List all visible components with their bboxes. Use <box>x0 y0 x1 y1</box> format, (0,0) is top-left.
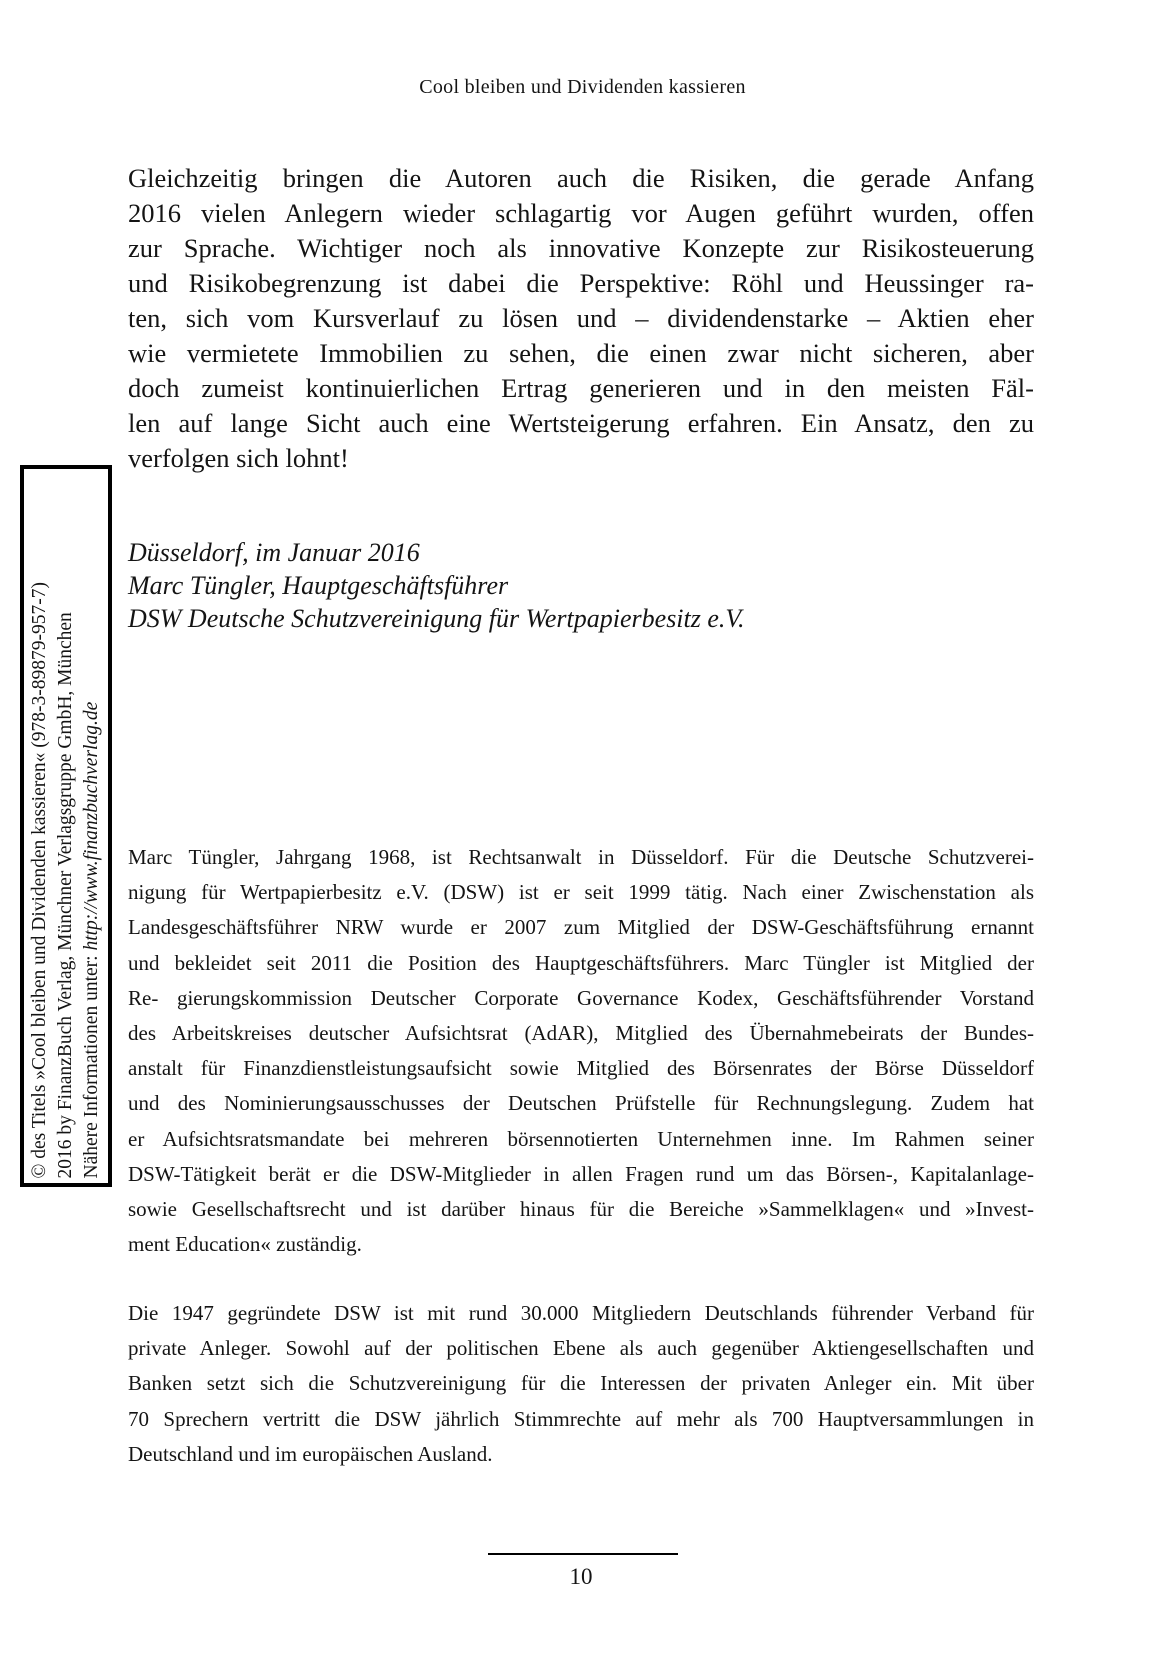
text-line: Marc Tüngler, Hauptgeschäftsführer <box>128 571 509 600</box>
text-line: und des Nominierungsausschusses der Deutschen Prüfstelle für Rechnungslegung. Zudem hat <box>128 1091 1034 1116</box>
publisher-url: http://www.finanzbuchverlag.de <box>81 701 102 951</box>
copyright-sidebar-text <box>27 474 105 1179</box>
text-line: len auf lange Sicht auch eine Wertsteigerung erfahren. Ein Ansatz, den zu <box>128 408 1034 438</box>
running-header: Cool bleiben und Dividenden kassieren <box>419 76 746 98</box>
text-line: und bekleidet seit 2011 die Position des Hauptgeschäftsführers. Marc Tüngler ist Mitglied der <box>128 950 1034 975</box>
text-line: verfolgen sich lohnt! <box>128 443 349 473</box>
text-line: 2016 vielen Anlegern wieder schlagartig vor Augen geführt wurden, offen <box>128 198 1034 228</box>
text-line: zur Sprache. Wichtiger noch als innovative Konzepte zur Risikosteuerung <box>128 233 1034 263</box>
text-line: DSW-Tätigkeit berät er die DSW-Mitglieder in allen Fragen rund um das Börsen-, Kapitalanlage- <box>128 1161 1034 1186</box>
dsw-info-paragraph <box>128 1296 1034 1472</box>
text-line: Deutschland und im europäischen Ausland. <box>128 1441 493 1466</box>
text-line: anstalt für Finanzdienstleistungsaufsicht sowie Mitglied des Börsenrates der Börse Düsseldorf <box>128 1056 1034 1081</box>
intro-paragraph <box>128 161 1034 476</box>
text-line: Düsseldorf, im Januar 2016 <box>128 538 420 567</box>
copyright-info-prefix: Nähere Informationen unter: <box>81 950 102 1179</box>
author-bio-paragraph <box>128 840 1034 1262</box>
copyright-line-2: 2016 by FinanzBuch Verlag, Münchner Verlagsgruppe GmbH, München <box>55 612 76 1179</box>
signature-block <box>128 536 1034 635</box>
text-line: Landesgeschäftsführer NRW wurde er 2007 zum Mitglied der DSW-Geschäftsführung ernannt <box>128 915 1034 940</box>
text-line: DSW Deutsche Schutzvereinigung für Wertpapierbesitz e.V. <box>128 604 745 633</box>
copyright-line-1: © des Titels »Cool bleiben und Dividenden kassieren« (978-3-89879-957-7) <box>29 582 50 1179</box>
footer-divider <box>488 1553 678 1555</box>
text-line: und Risikobegrenzung ist dabei die Perspektive: Röhl und Heussinger ra- <box>128 268 1034 298</box>
text-line: ten, sich vom Kursverlauf zu lösen und – dividendenstarke – Aktien eher <box>128 303 1034 333</box>
copyright-info-line <box>79 474 105 1179</box>
text-line: Re- gierungskommission Deutscher Corporate Governance Kodex, Geschäftsführender Vorstand <box>128 985 1034 1010</box>
text-line: 70 Sprechern vertritt die DSW jährlich Stimmrechte auf mehr als 700 Hauptversammlungen in <box>128 1406 1034 1431</box>
text-line: sowie Gesellschaftsrecht und ist darüber hinaus für die Bereiche »Sammelklagen« und »Invest- <box>128 1197 1034 1222</box>
page-number: 10 <box>569 1564 593 1589</box>
text-line: Die 1947 gegründete DSW ist mit rund 30.000 Mitgliedern Deutschlands führender Verband für <box>128 1301 1034 1325</box>
text-line: private Anleger. Sowohl auf der politischen Ebene als auch gegenüber Aktiengesellschaften und <box>128 1336 1034 1361</box>
text-line: des Arbeitskreises deutscher Aufsichtsrat (AdAR), Mitglied des Übernahmebeirats der Bundes- <box>128 1021 1034 1046</box>
text-line: Banken setzt sich die Schutzvereinigung für die Interessen der privaten Anleger ein. Mit über <box>128 1371 1034 1396</box>
text-line: Marc Tüngler, Jahrgang 1968, ist Rechtsanwalt in Düsseldorf. Für die Deutsche Schutzverei- <box>128 845 1034 869</box>
text-line: wie vermietete Immobilien zu sehen, die einen zwar nicht sicheren, aber <box>128 338 1034 368</box>
copyright-sidebar-box <box>20 465 112 1187</box>
text-line: er Aufsichtsratsmandate bei mehreren börsennotierten Unternehmen inne. Im Rahmen seiner <box>128 1126 1034 1151</box>
text-line: ment Education« zuständig. <box>128 1232 362 1257</box>
text-line: nigung für Wertpapierbesitz e.V. (DSW) ist er seit 1999 tätig. Nach einer Zwischenstation als <box>128 880 1034 905</box>
text-line: doch zumeist kontinuierlichen Ertrag generieren und in den meisten Fäl- <box>128 373 1034 403</box>
text-line: Gleichzeitig bringen die Autoren auch die Risiken, die gerade Anfang <box>128 163 1034 193</box>
